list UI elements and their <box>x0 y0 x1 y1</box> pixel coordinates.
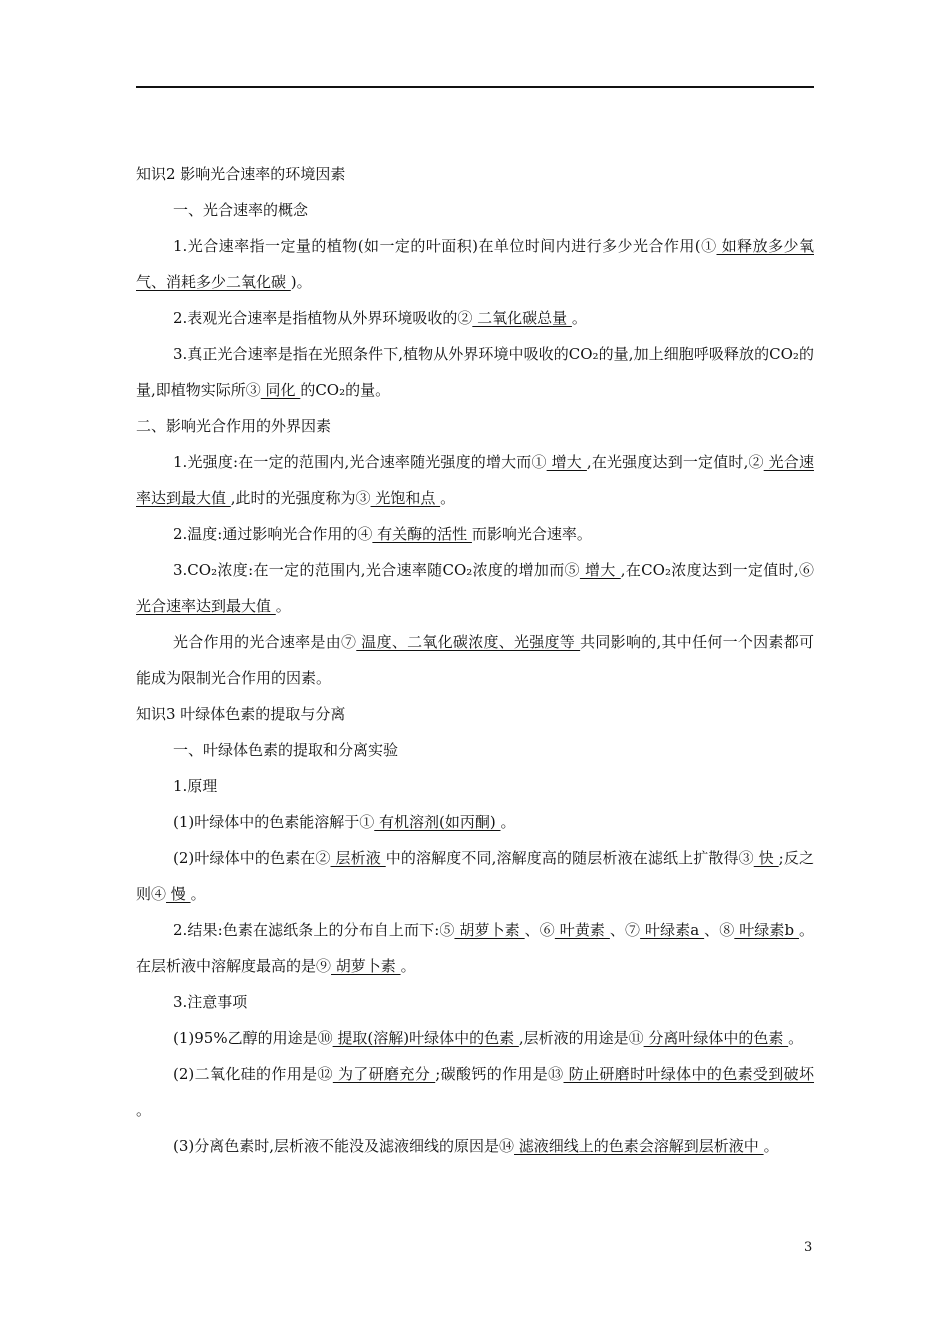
answer-blank-6: 光合速率达到最大值 <box>136 597 276 615</box>
answer-blank-1: 如释放多少氧气、消耗多少二氧化碳 <box>136 237 814 291</box>
header-rule <box>136 86 814 88</box>
answer-blank-10: 提取(溶解)叶绿体中的色素 <box>332 1029 519 1047</box>
paragraph-rate-definition: 1.光合速率指一定量的植物(如一定的叶面积)在单位时间内进行多少光合作用(① 如释放多少氧气、消耗多少二氧化碳 )。 <box>136 237 814 291</box>
paragraph-temperature: 2.温度:通过影响光合作用的④ 有关酶的活性 而影响光合速率。 <box>173 525 592 543</box>
item-title-principle: 1.原理 <box>173 777 218 795</box>
subsection-title-rate-concept: 一、光合速率的概念 <box>173 201 309 219</box>
answer-blank-3: 光饱和点 <box>370 489 441 507</box>
answer-blank-6: 叶黄素 <box>554 921 610 939</box>
answer-blank-3: 快 <box>753 849 779 867</box>
answer-blank-5: 增大 <box>579 561 621 579</box>
answer-blank-4: 有关酶的活性 <box>372 525 472 543</box>
answer-blank-1: 增大 <box>546 453 587 471</box>
paragraph-silica-calcium: (2)二氧化硅的作用是⑫ 为了研磨充分 ;碳酸钙的作用是⑬ 防止研磨时叶绿体中的色素受到破坏 。 <box>136 1065 815 1119</box>
paragraph-pigment-diffusion: (2)叶绿体中的色素在② 层析液 中的溶解度不同,溶解度高的随层析液在滤纸上扩散得③ 快 ;反之则④ 慢 。 <box>136 849 814 903</box>
paragraph-pigment-solubility: (1)叶绿体中的色素能溶解于① 有机溶剂(如丙酮) 。 <box>173 813 516 831</box>
answer-blank-12: 为了研磨充分 <box>332 1065 436 1083</box>
paragraph-light-intensity: 1.光强度:在一定的范围内,光合速率随光强度的增大而① 增大 ,在光强度达到一定值时,② 光合速率达到最大值 ,此时的光强度称为③ 光饱和点 。 <box>136 453 814 507</box>
answer-blank-2: 层析液 <box>330 849 386 867</box>
subsection-title-pigment-experiment: 一、叶绿体色素的提取和分离实验 <box>173 741 399 759</box>
answer-blank-5: 胡萝卜素 <box>454 921 525 939</box>
answer-blank-9: 胡萝卜素 <box>331 957 401 975</box>
answer-blank-11: 分离叶绿体中的色素 <box>643 1029 789 1047</box>
section-heading-knowledge-3: 知识3 叶绿体色素的提取与分离 <box>136 705 346 723</box>
paragraph-true-rate: 3.真正光合速率是指在光照条件下,植物从外界环境中吸收的CO₂的量,加上细胞呼吸释放的CO₂的量,即植物实际所③ 同化 的CO₂的量。 <box>136 345 814 399</box>
answer-blank-13: 防止研磨时叶绿体中的色素受到破坏 <box>563 1065 815 1083</box>
answer-blank-4: 慢 <box>166 885 191 903</box>
item-title-notes: 3.注意事项 <box>173 993 248 1011</box>
answer-blank-14: 滤液细线上的色素会溶解到层析液中 <box>514 1137 764 1155</box>
answer-blank-7: 叶绿素a <box>640 921 705 939</box>
document-body <box>136 156 814 1164</box>
answer-blank-1: 有机溶剂(如丙酮) <box>374 813 501 831</box>
section-heading-knowledge-2: 知识2 影响光合速率的环境因素 <box>136 165 346 183</box>
paragraph-co2-concentration: 3.CO₂浓度:在一定的范围内,光合速率随CO₂浓度的增加而⑤ 增大 ,在CO₂浓度达到一定值时,⑥ 光合速率达到最大值 。 <box>136 561 814 615</box>
paragraph-results: 2.结果:色素在滤纸条上的分布自上而下:⑤ 胡萝卜素 、⑥ 叶黄素 、⑦ 叶绿素a 、⑧ 叶绿素b 。在层析液中溶解度最高的是⑨ 胡萝卜素 。 <box>136 921 814 975</box>
answer-blank-2: 二氧化碳总量 <box>472 309 572 327</box>
answer-blank-8: 叶绿素b <box>734 921 799 939</box>
page-number: 3 <box>804 1240 813 1255</box>
answer-blank-2: 光合速率达到最大值 <box>136 453 814 507</box>
paragraph-ethanol-use: (1)95%乙醇的用途是⑩ 提取(溶解)叶绿体中的色素 ,层析液的用途是⑪ 分离叶绿体中的色素 。 <box>173 1029 804 1047</box>
paragraph-combined-factors: 光合作用的光合速率是由⑦ 温度、二氧化碳浓度、光强度等 共同影响的,其中任何一个因素都可能成为限制光合作用的因素。 <box>136 633 814 687</box>
paragraph-apparent-rate: 2.表观光合速率是指植物从外界环境吸收的② 二氧化碳总量 。 <box>173 309 587 327</box>
answer-blank-7: 温度、二氧化碳浓度、光强度等 <box>356 633 581 651</box>
subsection-title-external-factors: 二、影响光合作用的外界因素 <box>136 417 332 435</box>
paragraph-separation-caution: (3)分离色素时,层析液不能没及滤液细线的原因是⑭ 滤液细线上的色素会溶解到层析液中 。 <box>173 1137 779 1155</box>
answer-blank-3: 同化 <box>260 381 301 399</box>
